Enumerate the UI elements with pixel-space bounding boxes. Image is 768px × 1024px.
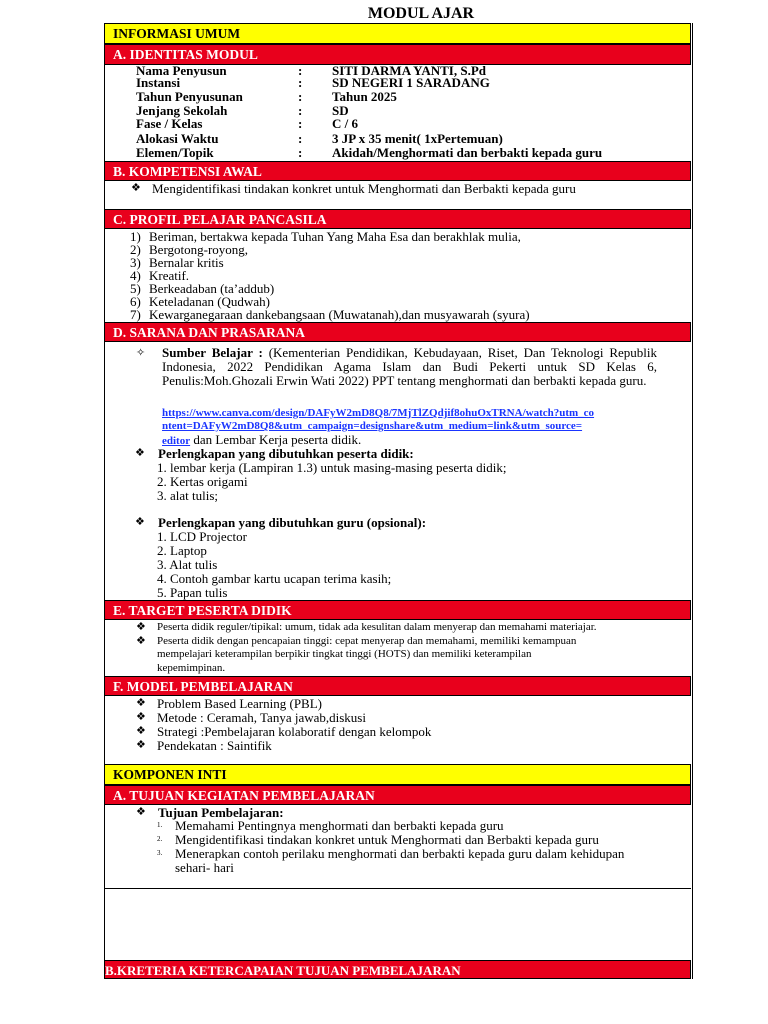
identitas-sep: : <box>298 75 303 90</box>
section-sarana-prasarana: D. SARANA DAN PRASARANA <box>104 322 691 342</box>
target-item: kepemimpinan. <box>157 662 226 674</box>
list-number: 3) <box>130 255 141 270</box>
tujuan-label: Tujuan Pembelajaran: <box>158 805 284 820</box>
perlengkapan-siswa-label: Perlengkapan yang dibutuhkan peserta didik: <box>158 446 414 461</box>
canva-link-line2[interactable]: ntent=DAFyW2mD8Q8&utm_campaign=designshare&utm_medium=link&utm_source= <box>162 420 583 432</box>
identitas-value: SD <box>332 103 349 118</box>
bullet-icon: ❖ <box>136 739 146 751</box>
identitas-value: C / 6 <box>332 116 358 131</box>
list-item: Berkeadaban (ta’addub) <box>149 281 275 296</box>
list-number: 4) <box>130 268 141 283</box>
identitas-value: 3 JP x 35 menit( 1xPertemuan) <box>332 131 503 146</box>
identitas-sep: : <box>298 145 303 160</box>
sumber-belajar-label: Sumber Belajar : <box>162 345 263 360</box>
list-item: 1. LCD Projector <box>157 529 247 544</box>
target-item: Peserta didik reguler/tipikal: umum, tidak ada kesulitan dalam menyerap dan memahami materiajar. <box>157 621 597 633</box>
bullet-icon: ❖ <box>136 711 146 723</box>
sumber-belajar-paragraph <box>162 346 657 389</box>
perlengkapan-guru-label: Perlengkapan yang dibutuhkan guru (opsional): <box>158 515 427 530</box>
section-identitas-modul: A. IDENTITAS MODUL <box>104 44 691 65</box>
section-profil-pelajar: C. PROFIL PELAJAR PANCASILA <box>104 209 691 229</box>
canva-link-line1[interactable]: https://www.canva.com/design/DAFyW2mD8Q8/7MjTlZQdjif8ohuOxTRNA/watch?utm_co <box>162 407 595 419</box>
section-kompetensi-awal: B. KOMPETENSI AWAL <box>104 161 691 181</box>
bullet-icon: ❖ <box>136 725 146 737</box>
tujuan-item: Mengidentifikasi tindakan konkret untuk Menghormati dan Berbakti kepada guru <box>175 832 599 847</box>
list-number: 1) <box>130 229 141 244</box>
list-number: 7) <box>130 307 141 322</box>
page-title: MODUL AJAR <box>367 5 475 22</box>
identitas-sep: : <box>298 131 303 146</box>
model-item: Strategi :Pembelajaran kolaboratif dengan kelompok <box>157 724 432 739</box>
bullet-icon: ❖ <box>135 516 145 528</box>
list-item: 2. Laptop <box>157 543 207 558</box>
model-item: Problem Based Learning (PBL) <box>157 696 322 711</box>
identitas-label: Elemen/Topik <box>136 145 214 160</box>
identitas-value: Akidah/Menghormati dan berbakti kepada guru <box>332 145 603 160</box>
list-item: Kewarganegaraan dankebangsaan (Muwatanah),dan musyawarah (syura) <box>149 307 530 322</box>
section-tujuan-kegiatan: A. TUJUAN KEGIATAN PEMBELAJARAN <box>104 785 691 805</box>
identitas-label: Jenjang Sekolah <box>136 103 228 118</box>
identitas-label: Instansi <box>136 75 181 90</box>
bullet-icon: ❖ <box>135 447 145 459</box>
list-item: 3. Alat tulis <box>157 557 218 572</box>
identitas-label: Alokasi Waktu <box>136 131 219 146</box>
identitas-sep: : <box>298 103 303 118</box>
list-item: 3. alat tulis; <box>157 488 219 503</box>
sumber-belajar-text: (Kementerian Pendidikan, Kebudayaan, Riset, Dan Teknologi Republik Indonesia, 2022 Pendidikan Agama Islam dan Budi Pekerti untuk SD Kelas 6, Penulis:Moh.Ghozali Erwin Wati 2022) PPT tentang menghormati dan berbakti kepada guru. <box>162 345 658 389</box>
tujuan-item-cont: sehari- hari <box>175 860 234 875</box>
list-number: 1. <box>157 821 163 829</box>
list-item: Keteladanan (Qudwah) <box>149 294 270 309</box>
identitas-label: Nama Penyusun <box>136 63 227 78</box>
list-item: 5. Papan tulis <box>157 585 228 600</box>
list-item: Bergotong-royong, <box>149 242 249 257</box>
section-komponen-inti: KOMPONEN INTI <box>104 764 691 785</box>
list-item: Bernalar kritis <box>149 255 224 270</box>
list-item: Beriman, bertakwa kepada Tuhan Yang Maha Esa dan berakhlak mulia, <box>149 229 521 244</box>
identitas-label: Fase / Kelas <box>136 116 203 131</box>
canva-link-line3[interactable]: editor <box>162 435 191 447</box>
section-kriteria-ketercapaian: B.KRETERIA KETERCAPAIAN TUJUAN PEMBELAJARAN <box>104 960 691 979</box>
list-number: 6) <box>130 294 141 309</box>
identitas-value: SITI DARMA YANTI, S.Pd <box>332 63 486 78</box>
bullet-icon: ❖ <box>136 697 146 709</box>
identitas-label: Tahun Penyusunan <box>136 89 243 104</box>
model-item: Metode : Ceramah, Tanya jawab,diskusi <box>157 710 366 725</box>
list-item: 2. Kertas origami <box>157 474 248 489</box>
tujuan-item: Menerapkan contoh perilaku menghormati dan berbakti kepada guru dalam kehidupan <box>175 846 625 861</box>
section-target-peserta: E. TARGET PESERTA DIDIK <box>104 600 691 620</box>
list-number: 3. <box>157 849 163 857</box>
identitas-sep: : <box>298 116 303 131</box>
bullet-icon: ❖ <box>136 635 146 647</box>
link-after-text: dan Lembar Kerja peserta didik. <box>190 432 362 447</box>
bullet-icon: ✧ <box>136 347 146 359</box>
target-item: mempelajari keterampilan berpikir tingkat tinggi (HOTS) dan memiliki keterampilan <box>157 648 532 660</box>
list-item: Kreatif. <box>149 268 190 283</box>
bullet-icon: ❖ <box>131 182 141 194</box>
section-model-pembelajaran: F. MODEL PEMBELAJARAN <box>104 676 691 696</box>
list-number: 2. <box>157 835 163 843</box>
identitas-sep: : <box>298 63 303 78</box>
list-item: 4. Contoh gambar kartu ucapan terima kasih; <box>157 571 392 586</box>
bullet-icon: ❖ <box>136 806 146 818</box>
model-item: Pendekatan : Saintifik <box>157 738 272 753</box>
list-item: 1. lembar kerja (Lampiran 1.3) untuk masing-masing peserta didik; <box>157 460 507 475</box>
tujuan-item: Memahami Pentingnya menghormati dan berbakti kepada guru <box>175 818 504 833</box>
kompetensi-text: Mengidentifikasi tindakan konkret untuk Menghormati dan Berbakti kepada guru <box>152 181 576 196</box>
section-informasi-umum: INFORMASI UMUM <box>104 23 691 44</box>
identitas-value: SD NEGERI 1 SARADANG <box>332 75 490 90</box>
list-number: 5) <box>130 281 141 296</box>
bullet-icon: ❖ <box>136 621 146 633</box>
divider <box>104 888 691 889</box>
target-item: Peserta didik dengan pencapaian tinggi: cepat menyerap dan memahami, memiliki kemampuan <box>157 635 577 647</box>
identitas-value: Tahun 2025 <box>332 89 397 104</box>
identitas-sep: : <box>298 89 303 104</box>
list-number: 2) <box>130 242 141 257</box>
